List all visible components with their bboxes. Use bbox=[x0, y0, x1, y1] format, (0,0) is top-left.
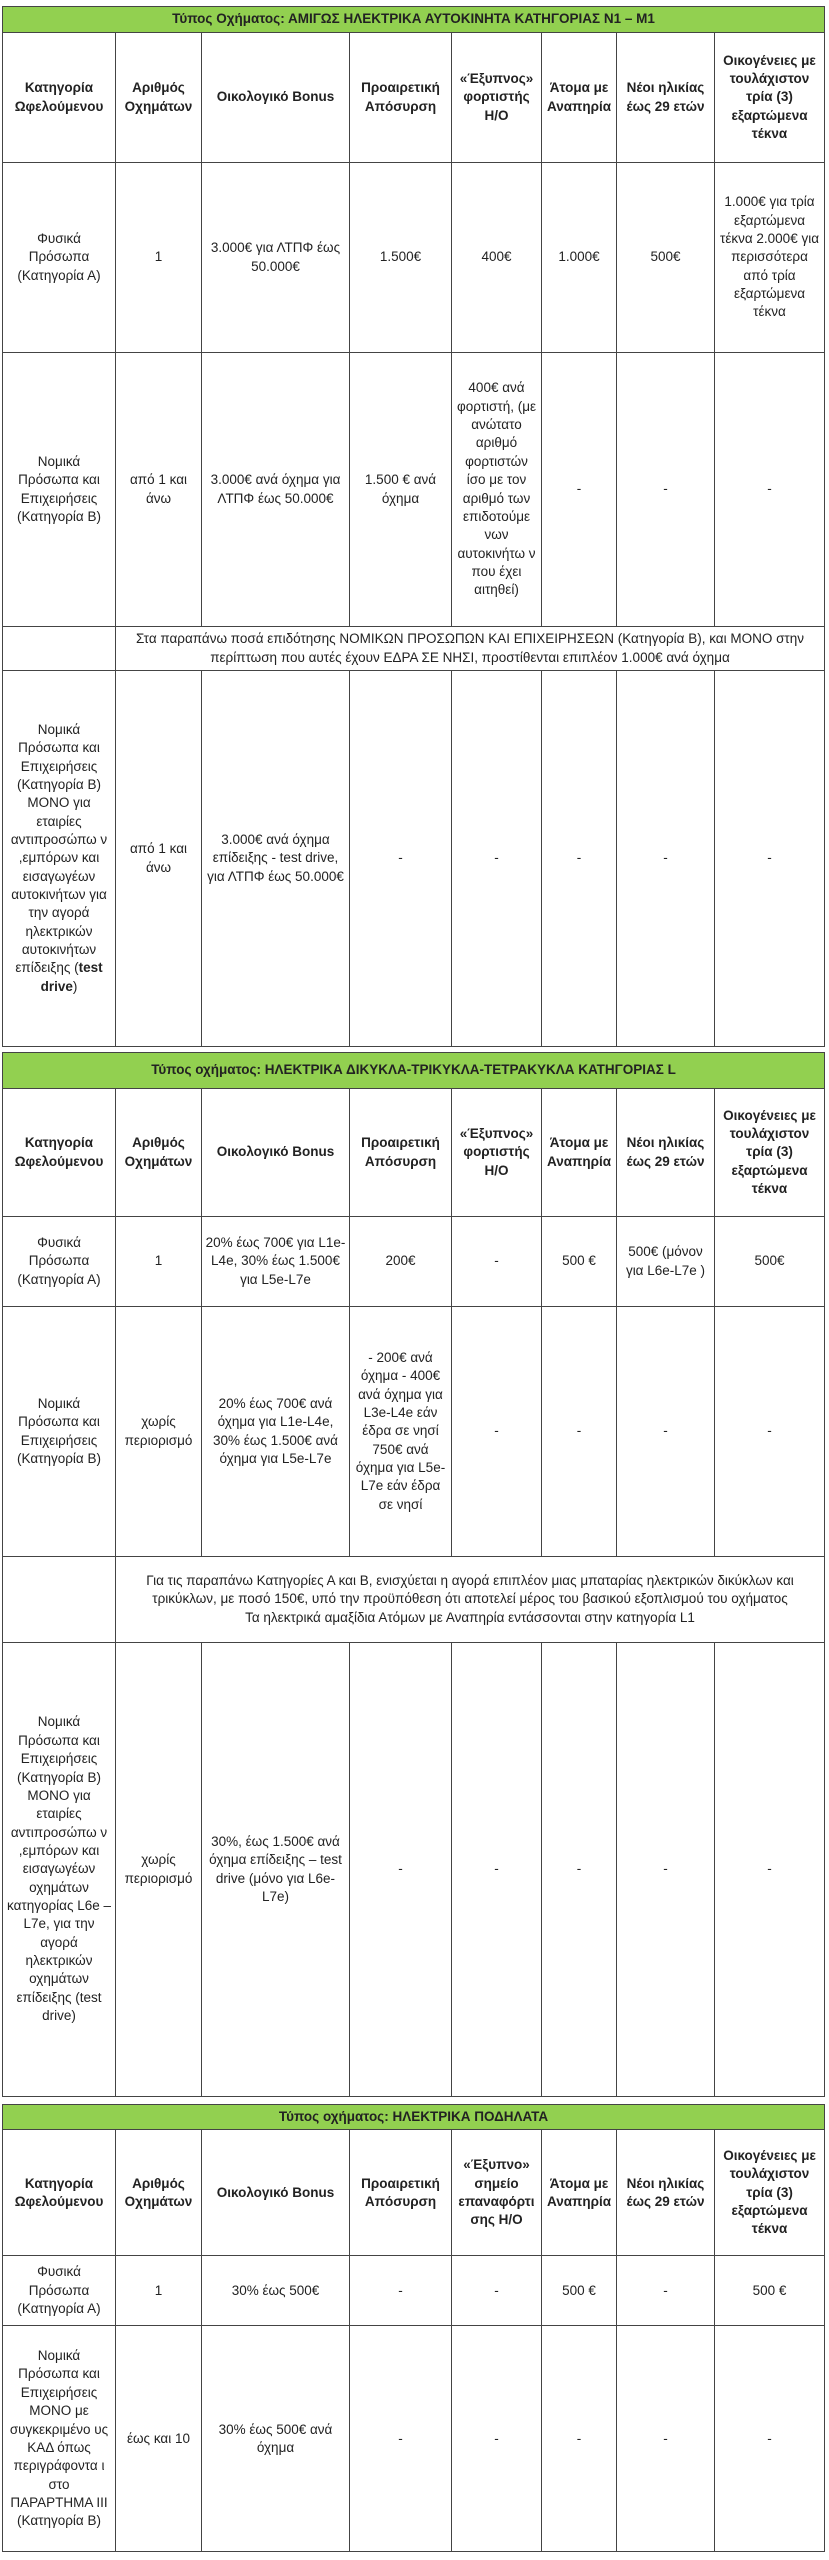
cell: - bbox=[350, 671, 452, 1047]
cell: - bbox=[542, 1643, 617, 2097]
table-row bbox=[3, 163, 825, 353]
cell: - bbox=[350, 2326, 452, 2552]
header-scrappage: Προαιρετική Απόσυρση bbox=[350, 1089, 452, 1217]
cell: - bbox=[350, 1643, 452, 2097]
cell: 500 € bbox=[542, 1217, 617, 1307]
table-row bbox=[3, 671, 825, 1047]
cell: από 1 και άνω bbox=[116, 353, 202, 627]
header-large-family: Οικογένειες με τουλάχιστον τρία (3) εξαρτώμενα τέκνα bbox=[715, 1089, 825, 1217]
header-youth: Νέοι ηλικίας έως 29 ετών bbox=[617, 33, 715, 163]
empty-cell bbox=[3, 1557, 116, 1643]
header-scrappage: Προαιρετική Απόσυρση bbox=[350, 33, 452, 163]
cell: 20% έως 700€ για L1e-L4e, 30% έως 1.500€ για L5e-L7e bbox=[202, 1217, 350, 1307]
cell: 20% έως 700€ ανά όχημα για L1e-L4e, 30% έως 1.500€ ανά όχημα για L5e-L7e bbox=[202, 1307, 350, 1557]
section-title-cars: Τύπος Οχήματος: ΑΜΙΓΩΣ ΗΛΕΚΤΡΙΚΑ ΑΥΤΟΚΙΝΗΤΑ ΚΑΤΗΓΟΡΙΑΣ Ν1 – Μ1 bbox=[3, 7, 825, 33]
cell: 1.000€ για τρία εξαρτώμενα τέκνα 2.000€ για περισσότερα από τρία εξαρτώμενα τέκνα bbox=[715, 163, 825, 353]
cell-bold-text: test drive bbox=[40, 960, 103, 994]
cell: - bbox=[617, 2256, 715, 2326]
cell: 30% έως 500€ bbox=[202, 2256, 350, 2326]
cell: 1.500€ bbox=[350, 163, 452, 353]
cell: Νομικά Πρόσωπα και Επιχειρήσεις (Κατηγορία Β) ΜΟΝΟ για εταιρίες αντιπροσώπω ν ,εμπόρων και εισαγωγέων οχημάτων κατηγορίας L6e – L7e, για την αγορά ηλεκτρικών οχημάτων επίδειξης (test drive) bbox=[3, 1643, 116, 2097]
cell: 500€ (μόνον για L6e-L7e ) bbox=[617, 1217, 715, 1307]
cell: 500 € bbox=[542, 2256, 617, 2326]
header-large-family: Οικογένειες με τουλάχιστον τρία (3) εξαρτώμενα τέκνα bbox=[715, 2130, 825, 2256]
cell: - bbox=[452, 1643, 542, 2097]
cell: 3.000€ για ΛΤΠΦ έως 50.000€ bbox=[202, 163, 350, 353]
battery-note bbox=[116, 1557, 825, 1643]
cell: 500 € bbox=[715, 2256, 825, 2326]
section-title-l-category: Τύπος οχήματος: ΗΛΕΚΤΡΙΚΑ ΔΙΚΥΚΛΑ-ΤΡΙΚΥΚΛΑ-ΤΕΤΡΑΚΥΚΛΑ ΚΑΤΗΓΟΡΙΑΣ L bbox=[3, 1053, 825, 1089]
header-vehicle-count: Αριθμός Οχημάτων bbox=[116, 1089, 202, 1217]
cell: - bbox=[542, 2326, 617, 2552]
cell: 1 bbox=[116, 2256, 202, 2326]
table-row bbox=[3, 2326, 825, 2552]
table-row bbox=[3, 353, 825, 627]
empty-cell bbox=[3, 627, 116, 671]
cell: 30%, έως 1.500€ ανά όχημα επίδειξης – test drive (μόνο για L6e-L7e) bbox=[202, 1643, 350, 2097]
cell: - bbox=[452, 2326, 542, 2552]
note-row bbox=[3, 627, 825, 671]
wheelchair-note-text: Τα ηλεκτρικά αμαξίδια Ατόμων με Αναπηρία εντάσσονται στην κατηγορία L1 bbox=[245, 1609, 695, 1625]
header-eco-bonus: Οικολογικό Bonus bbox=[202, 2130, 350, 2256]
header-smart-charger: «Έξυπνος» φορτιστής Η/Ο bbox=[452, 1089, 542, 1217]
cell: - bbox=[350, 2256, 452, 2326]
header-smart-charger: «Έξυπνος» φορτιστής Η/Ο bbox=[452, 33, 542, 163]
cell: - bbox=[715, 1643, 825, 2097]
cell: - bbox=[715, 353, 825, 627]
cell: - bbox=[617, 2326, 715, 2552]
table-electric-bicycles bbox=[2, 2104, 825, 2552]
table-row bbox=[3, 1643, 825, 2097]
cell-text: ) bbox=[72, 978, 78, 994]
header-eco-bonus: Οικολογικό Bonus bbox=[202, 33, 350, 163]
cell: 200€ bbox=[350, 1217, 452, 1307]
header-eco-bonus: Οικολογικό Bonus bbox=[202, 1089, 350, 1217]
cell: χωρίς περιορισμό bbox=[116, 1643, 202, 2097]
header-vehicle-count: Αριθμός Οχημάτων bbox=[116, 2130, 202, 2256]
cell: 1.000€ bbox=[542, 163, 617, 353]
cell-text: Νομικά Πρόσωπα και Επιχειρήσεις (Κατηγορία Β) ΜΟΝΟ για εταιρίες αντιπροσώπω ν ,εμπόρων και εισαγωγέων αυτοκινήτων για την αγορά ηλεκτρικών αυτοκινήτων επίδειξης ( bbox=[10, 721, 108, 976]
section-title-bicycles: Τύπος οχήματος: ΗΛΕΚΤΡΙΚΑ ΠΟΔΗΛΑΤΑ bbox=[3, 2105, 825, 2130]
header-disabled: Άτομα με Αναπηρία bbox=[542, 2130, 617, 2256]
cell: - bbox=[452, 671, 542, 1047]
cell: Φυσικά Πρόσωπα (Κατηγορία Α) bbox=[3, 1217, 116, 1307]
cell: - bbox=[715, 1307, 825, 1557]
cell: 400€ ανά φορτιστή, (με ανώτατο αριθμό φορτιστών ίσο με τον αριθμό των επιδοτούμε νων αυτοκινήτω ν που έχει αιτηθεί) bbox=[452, 353, 542, 627]
table-electric-cars bbox=[2, 6, 825, 1047]
cell: - bbox=[617, 1307, 715, 1557]
header-vehicle-count: Αριθμός Οχημάτων bbox=[116, 33, 202, 163]
header-scrappage: Προαιρετική Απόσυρση bbox=[350, 2130, 452, 2256]
header-youth: Νέοι ηλικίας έως 29 ετών bbox=[617, 2130, 715, 2256]
header-smart-charging-point: «Έξυπνο» σημείο επαναφόρτισης Η/Ο bbox=[452, 2130, 542, 2256]
table-row bbox=[3, 1307, 825, 1557]
cell: 500€ bbox=[715, 1217, 825, 1307]
header-disabled: Άτομα με Αναπηρία bbox=[542, 1089, 617, 1217]
cell bbox=[3, 671, 116, 1047]
table-electric-l-category bbox=[2, 1052, 825, 2097]
table-row bbox=[3, 1217, 825, 1307]
cell: Φυσικά Πρόσωπα (Κατηγορία Α) bbox=[3, 163, 116, 353]
cell: - bbox=[617, 353, 715, 627]
cell: Φυσικά Πρόσωπα (Κατηγορία Α) bbox=[3, 2256, 116, 2326]
cell: - bbox=[715, 671, 825, 1047]
header-beneficiary: Κατηγορία Ωφελούμενου bbox=[3, 1089, 116, 1217]
header-disabled: Άτομα με Αναπηρία bbox=[542, 33, 617, 163]
cell: 3.000€ ανά όχημα για ΛΤΠΦ έως 50.000€ bbox=[202, 353, 350, 627]
cell: Νομικά Πρόσωπα και Επιχειρήσεις (Κατηγορία Β) bbox=[3, 1307, 116, 1557]
cell: 1 bbox=[116, 1217, 202, 1307]
cell: 400€ bbox=[452, 163, 542, 353]
cell: 1.500 € ανά όχημα bbox=[350, 353, 452, 627]
header-youth: Νέοι ηλικίας έως 29 ετών bbox=[617, 1089, 715, 1217]
cell: χωρίς περιορισμό bbox=[116, 1307, 202, 1557]
cell: 30% έως 500€ ανά όχημα bbox=[202, 2326, 350, 2552]
cell: - bbox=[452, 1217, 542, 1307]
header-large-family: Οικογένειες με τουλάχιστον τρία (3) εξαρτώμενα τέκνα bbox=[715, 33, 825, 163]
island-note: Στα παραπάνω ποσά επιδότησης ΝΟΜΙΚΩΝ ΠΡΟΣΩΠΩΝ ΚΑΙ ΕΠΙΧΕΙΡΗΣΕΩΝ (Κατηγορία Β), και ΜΟΝΟ στην περίπτωση που αυτές έχουν ΕΔΡΑ ΣΕ ΝΗΣΙ, προστίθενται επιπλέον 1.000€ ανά όχημα bbox=[116, 627, 825, 671]
cell: - bbox=[617, 1643, 715, 2097]
battery-note-text: Για τις παραπάνω Κατηγορίες Α και Β, ενισχύεται η αγορά επιπλέον μιας μπαταρίας ηλεκτρικών δικύκλων και τρικύκλων, με ποσό 150€, υπό την προϋπόθεση ότι αποτελεί μέρος του βασικού εξοπλισμού του οχήματος bbox=[146, 1572, 794, 1607]
cell: 3.000€ ανά όχημα επίδειξης - test drive, για ΛΤΠΦ έως 50.000€ bbox=[202, 671, 350, 1047]
cell: 500€ bbox=[617, 163, 715, 353]
cell: Νομικά Πρόσωπα και Επιχειρήσεις ΜΟΝΟ με συγκεκριμένο υς ΚΑΔ όπως περιγράφοντα ι στο ΠΑΡΑΡΤΗΜΑ III (Κατηγορία Β) bbox=[3, 2326, 116, 2552]
cell: - bbox=[542, 671, 617, 1047]
header-beneficiary: Κατηγορία Ωφελούμενου bbox=[3, 33, 116, 163]
cell: - bbox=[715, 2326, 825, 2552]
note-row bbox=[3, 1557, 825, 1643]
header-beneficiary: Κατηγορία Ωφελούμενου bbox=[3, 2130, 116, 2256]
cell: 1 bbox=[116, 163, 202, 353]
cell: - bbox=[452, 2256, 542, 2326]
cell: από 1 και άνω bbox=[116, 671, 202, 1047]
cell: - 200€ ανά όχημα - 400€ ανά όχημα για L3e-L4e εάν έδρα σε νησί 750€ ανά όχημα για L5e-L7e εάν έδρα σε νησί bbox=[350, 1307, 452, 1557]
cell: - bbox=[542, 353, 617, 627]
cell: έως και 10 bbox=[116, 2326, 202, 2552]
cell: - bbox=[452, 1307, 542, 1557]
cell: - bbox=[617, 671, 715, 1047]
cell: Νομικά Πρόσωπα και Επιχειρήσεις (Κατηγορία Β) bbox=[3, 353, 116, 627]
table-row bbox=[3, 2256, 825, 2326]
cell: - bbox=[542, 1307, 617, 1557]
